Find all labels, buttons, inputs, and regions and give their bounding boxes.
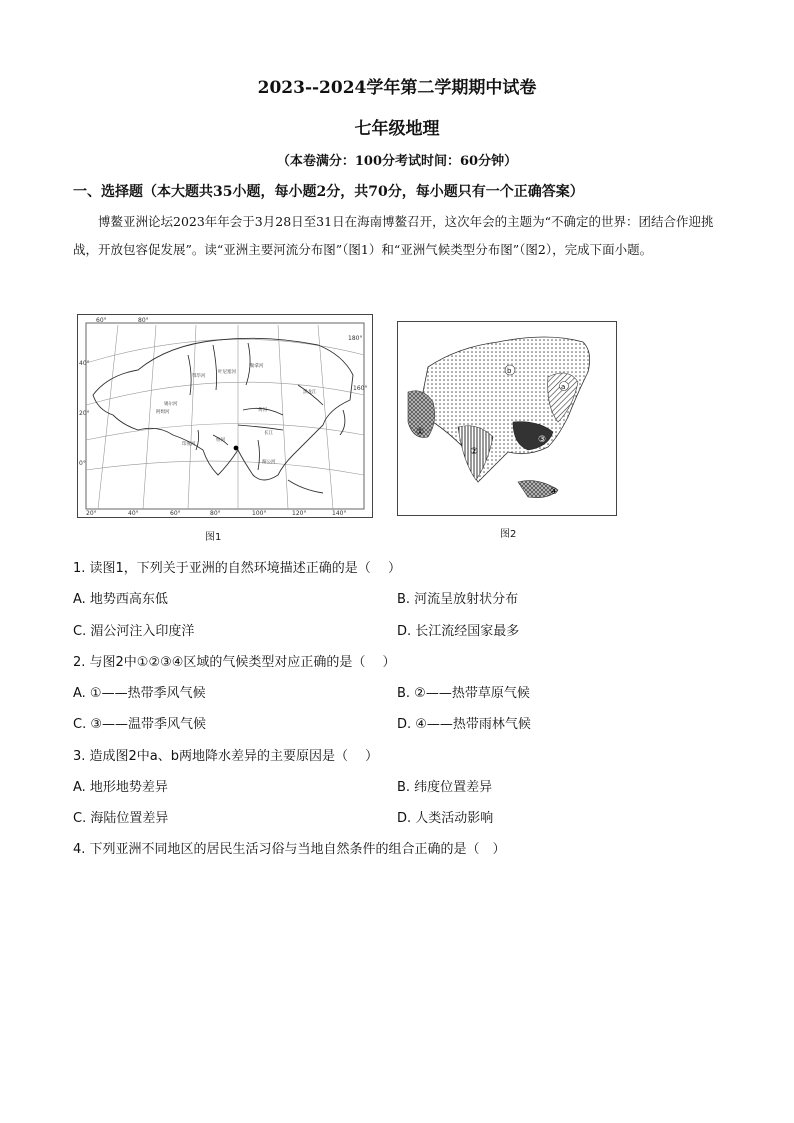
lon-label: 60° bbox=[96, 317, 107, 324]
marker-1: ① bbox=[416, 427, 425, 437]
river-label: 勒拿河 bbox=[250, 364, 264, 369]
edge-label: 180° bbox=[348, 335, 363, 342]
coastline bbox=[93, 338, 353, 493]
lon-label: 80° bbox=[210, 510, 221, 517]
q2-option-a[interactable]: A. ①——热带季风气候 bbox=[73, 686, 206, 701]
lon-label: 20° bbox=[86, 510, 97, 517]
q3-option-c[interactable]: C. 海陆位置差异 bbox=[73, 811, 169, 826]
question-1-stem: 1. 读图1，下列关于亚洲的自然环境描述正确的是（ ） bbox=[73, 561, 401, 576]
bo-ao-marker bbox=[234, 446, 239, 451]
river-label: 印度河 bbox=[182, 442, 196, 447]
q1-option-d[interactable]: D. 长江流经国家最多 bbox=[397, 624, 520, 639]
intro-paragraph: 博鳌亚洲论坛2023年年会于3月28日至31日在海南博鳌召开，这次年会的主题为“不确定的世界：团结合作迎挑战，开放包容促发展”。读“亚洲主要河流分布图”（图1）和“亚洲气候类型分布图”（图2），完成下面小题。 bbox=[73, 214, 714, 257]
q1-option-a[interactable]: A. 地势西高东低 bbox=[73, 592, 168, 607]
question-3-stem: 3. 造成图2中a、b两地降水差异的主要原因是（ ） bbox=[73, 749, 379, 764]
river-label: 黑龙江 bbox=[303, 390, 317, 395]
figure-2-asia-climate-map bbox=[397, 321, 617, 516]
lon-label: 140° bbox=[332, 510, 347, 517]
letter-b: b bbox=[507, 367, 512, 375]
lon-label: 80° bbox=[138, 317, 149, 324]
river-label: 湄公河 bbox=[262, 460, 276, 465]
exam-title: 2023--2024学年第二学期期中试卷 bbox=[257, 78, 537, 98]
marker-2: ② bbox=[470, 447, 479, 457]
river-label: 锡尔河 bbox=[164, 402, 178, 407]
q3-option-b[interactable]: B. 纬度位置差异 bbox=[397, 780, 493, 795]
lat-label: 40° bbox=[79, 360, 90, 367]
river-label: 叶尼塞河 bbox=[218, 370, 236, 375]
letter-a: a bbox=[561, 383, 566, 391]
asia-rivers-map bbox=[78, 315, 372, 517]
fig1-labels bbox=[79, 317, 367, 517]
marker-4: ④ bbox=[550, 487, 559, 497]
lat-label: 0° bbox=[79, 460, 86, 467]
river-label: 鄂毕河 bbox=[192, 374, 206, 379]
lon-label: 40° bbox=[128, 510, 139, 517]
q3-option-a[interactable]: A. 地形地势差异 bbox=[73, 780, 168, 795]
graticule bbox=[86, 325, 364, 509]
q2-option-d[interactable]: D. ④——热带雨林气候 bbox=[397, 717, 531, 732]
rivers bbox=[188, 343, 323, 470]
edge-label: 160° bbox=[353, 385, 368, 392]
q2-option-c[interactable]: C. ③——温带季风气候 bbox=[73, 717, 206, 732]
figure-1-caption: 图1 bbox=[205, 532, 222, 543]
asia-climate-map bbox=[398, 322, 616, 515]
figure-1-asia-rivers-map bbox=[77, 314, 373, 518]
exam-info: （本卷满分：100分考试时间：60分钟） bbox=[276, 154, 518, 169]
lon-label: 60° bbox=[170, 510, 181, 517]
marker-3: ③ bbox=[538, 435, 547, 445]
section-heading: 一、选择题（本大题共35小题，每小题2分，共70分，每小题只有一个正确答案） bbox=[73, 184, 584, 200]
q3-option-d[interactable]: D. 人类活动影响 bbox=[397, 811, 494, 826]
river-label: 恒河 bbox=[216, 438, 225, 443]
question-2-stem: 2. 与图2中①②③④区域的气候类型对应正确的是（ ） bbox=[73, 655, 396, 670]
subject-title: 七年级地理 bbox=[354, 119, 440, 139]
river-label: 黄河 bbox=[258, 408, 267, 413]
river-label: 阿姆河 bbox=[156, 410, 170, 415]
figure-2-caption: 图2 bbox=[500, 529, 517, 540]
q1-option-b[interactable]: B. 河流呈放射状分布 bbox=[397, 592, 519, 607]
q1-option-c[interactable]: C. 湄公河注入印度洋 bbox=[73, 624, 195, 639]
q2-option-b[interactable]: B. ②——热带草原气候 bbox=[397, 686, 530, 701]
question-4-stem: 4. 下列亚洲不同地区的居民生活习俗与当地自然条件的组合正确的是（ ） bbox=[73, 842, 506, 857]
lat-label: 20° bbox=[79, 410, 90, 417]
lon-label: 100° bbox=[252, 510, 267, 517]
lon-label: 120° bbox=[292, 510, 307, 517]
river-label: 长江 bbox=[264, 431, 273, 436]
